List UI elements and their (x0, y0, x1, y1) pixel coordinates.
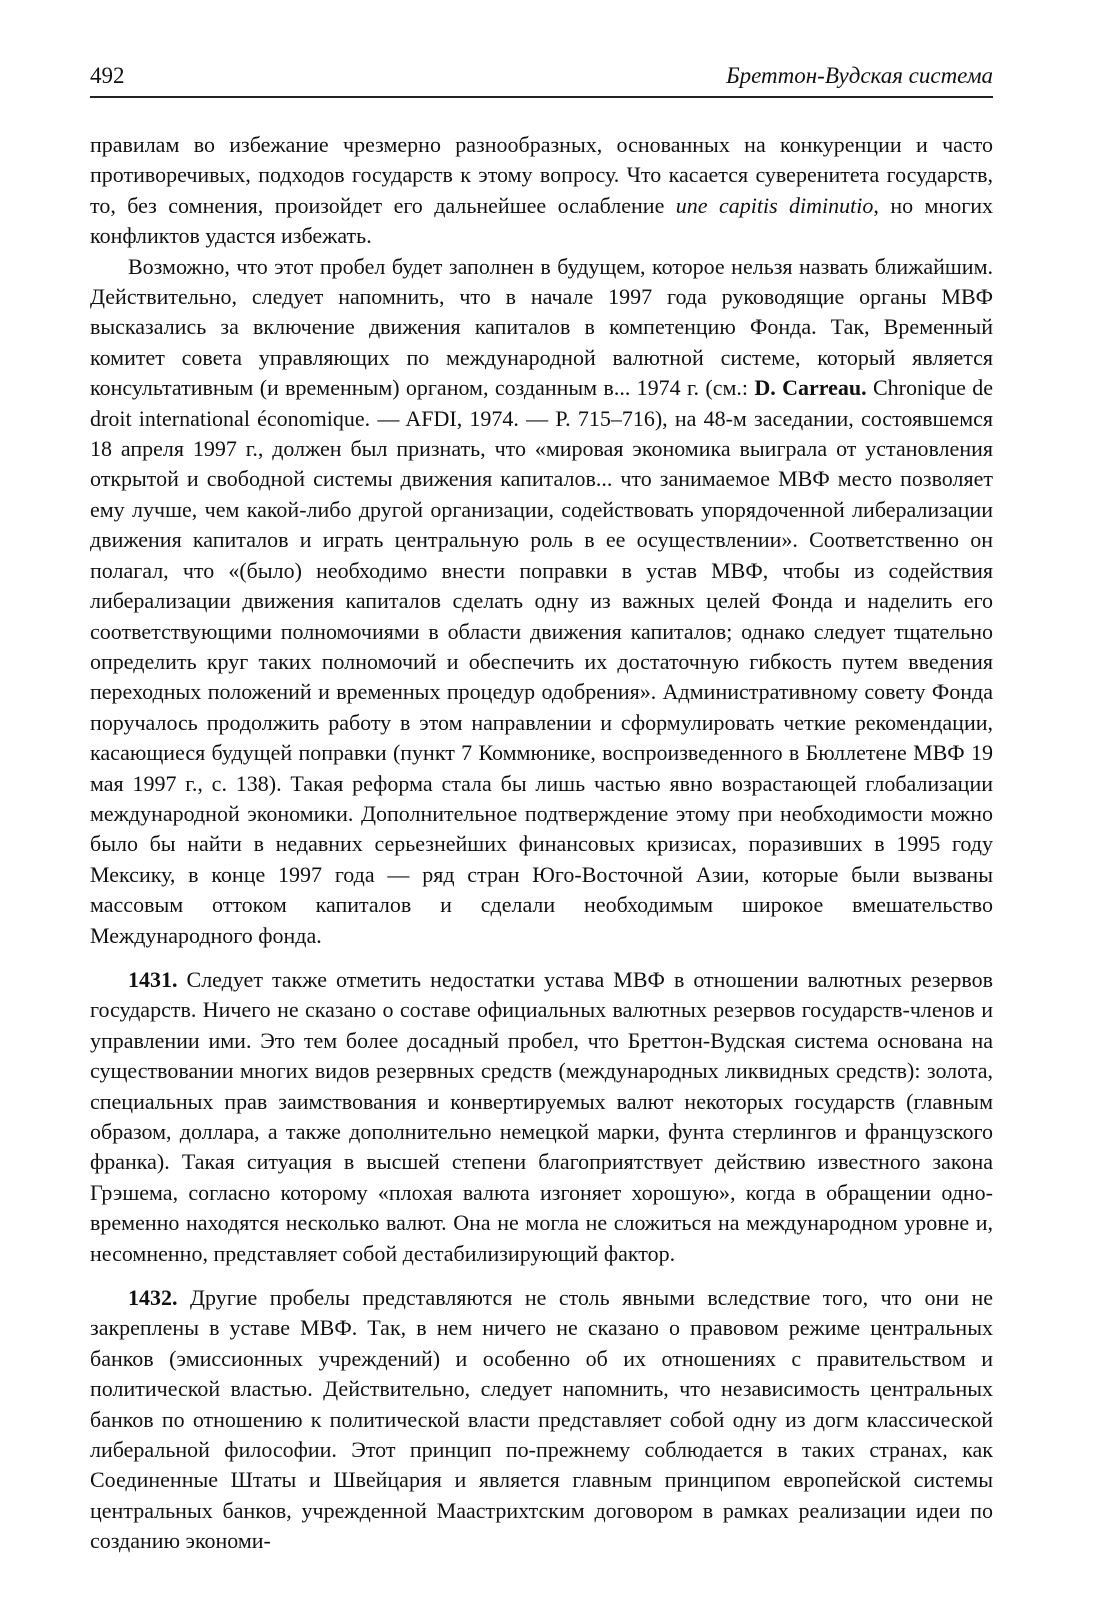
paragraph-continued (90, 130, 993, 252)
paragraph-text: , но многих конфликтов удастся избежать. (90, 192, 993, 249)
section-number: 1432. (128, 1285, 178, 1311)
section-number: 1431. (128, 966, 178, 992)
page-header (90, 62, 993, 98)
paragraph-1432 (90, 1283, 993, 1557)
paragraph-text: Возможно, что этот пробел будет заполнен в будущем, которое нельзя назвать ближайшим. Действительно, следует напомнить, что в начале 1997 года руководящие органы МВФ высказались за включение движения капиталов в компетенцию Фонда. Так, Временный комитет совета управляющих по международной валютной системе, который является консультативным (и временным) органом, созданным в... 1974 г. (см.: (90, 253, 993, 401)
cited-author: D. Carreau. (754, 375, 867, 401)
latin-phrase: une capitis diminutio (675, 192, 874, 218)
paragraph-text: правилам во избежание чрезмерно разнообразных, основанных на конкуренции и часто противоречивых, подходов государств к этому вопросу. Что касается суверенитета государств, то, без сомнения, произойдет его дальнейшее ослабление (90, 132, 993, 218)
running-title: Бреттон-Вудская система (726, 63, 993, 88)
paragraph-1431 (90, 965, 993, 1269)
paragraph (90, 252, 993, 951)
page-number: 492 (90, 63, 125, 88)
paragraph-text: Chronique de droit international économique. — AFDI, 1974. — P. 715–716), на 48-м заседании, состоявшемся 18 апреля 1997 г., должен был признать, что «мировая экономика выиграла от установления открытой и свободной системы движения капиталов... что занимаемое МВФ место позволяет ему лучше, чем какой-либо другой организации, содействовать упорядоченной либерализации движения капиталов и играть центральную роль в ее осуществлении». Соответственно он полагал, что «(было) необходимо внести поправки в устав МВФ, чтобы из содействия либерализации движения капиталов сделать одну из важных целей Фонда и наделить его соответствующими полномочиями в области движения капиталов; однако следует тщательно определить круг таких полномочий и обеспечить их достаточную гибкость путем введения переходных положений и временных процедур одобрения». Административному совету Фонда поручалось продолжить работу в этом направлении и сформулировать четкие рекомендации, касающиеся будущей поправки (пункт 7 Коммюнике, воспроизведенного в Бюллетене МВФ 19 мая 1997 г., с. 138). Такая реформа стала бы лишь частью явно возрастающей глобализации международной экономики. Дополнительное подтверждение этому при необходимости можно было бы найти в недавних серьезнейших финансовых кризисах, поразивших в 1995 году Мексику, в конце 1997 года — ряд стран Юго-Восточной Азии, которые были вызваны массовым оттоком капиталов и сделали необходимым широкое вмешательство Международного фонда. (90, 375, 993, 948)
paragraph-text: Следует также отметить недостатки устава МВФ в отношении валютных резервов государств. Ничего не сказано о составе официальных валютных резервов государств-членов и управлении ими. Это тем более досадный пробел, что Бреттон-Вудская система основана на существовании многих видов резервных средств (международных ликвидных средств): золота, специальных прав заимствования и конвертируемых валют некоторых государств (главным образом, доллара, а также дополнительно немецкой марки, фунта стерлингов и французского франка). Такая ситуация в высшей степени благоприятствует действию известного закона Грэшема, согласно которому «плохая валюта изгоняет хорошую», когда в обращении одновременно находятся несколько валют. Она не могла не сложиться на международном уровне и, несомненно, представляет собой дестабилизирующий фактор. (90, 966, 993, 1266)
paragraph-text: Другие пробелы представляются не столь явными вследствие того, что они не закреплены в уставе МВФ. Так, в нем ничего не сказано о правовом режиме центральных банков (эмиссионных учреждений) и особенно об их отношениях с правительством и политической властью. Действительно, следует напомнить, что независимость центральных банков по отношению к политической власти представляет собой одну из догм классической либеральной философии. Этот принцип по-прежнему соблюдается в таких странах, как Соединенные Штаты и Швейцария и является главным принципом европейской системы центральных банков, учрежденной Маастрихтским договором в рамках реализации идеи по созданию экономи- (90, 1285, 993, 1554)
body-text (90, 130, 993, 1557)
